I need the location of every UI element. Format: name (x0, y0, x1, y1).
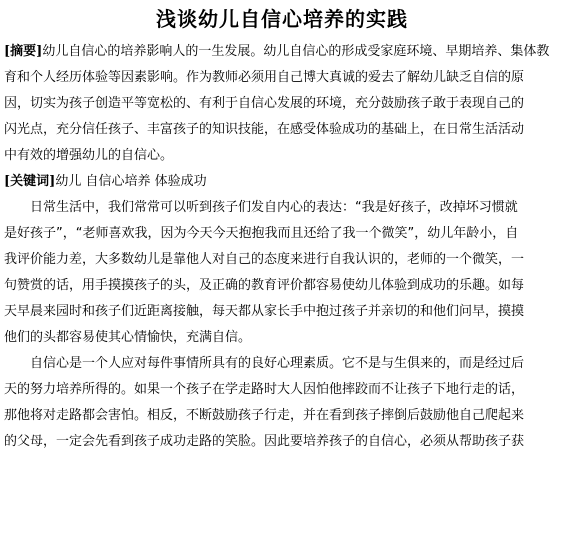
paragraph1-line-4: 句赞赏的话，用手摸摸孩子的头，及正确的教育评价都容易使幼儿体验到成功的乐趣。如每 (4, 278, 525, 293)
abstract-line-3: 因，切实为孩子创造平等宽松的、有利于自信心发展的环境，充分鼓励孩子敢于表现自己的 (4, 96, 525, 111)
keywords-label: [关键词] (4, 174, 56, 189)
paragraph1-line-1: 日常生活中，我们常常可以听到孩子们发自内心的表达：“我是好孩子，改掉坏习惯就 (30, 200, 518, 215)
abstract-line-5: 中有效的增强幼儿的自信心。 (4, 148, 174, 163)
paragraph2-line-1: 自信心是一个人应对每件事情所具有的良好心理素质。它不是与生俱来的，而是经过后 (30, 356, 525, 371)
paragraph1-line-5: 天早晨来园时和孩子们近距离接触，每天都从家长手中抱过孩子并亲切的和他们问早，摸摸 (4, 304, 525, 319)
keywords-text: 幼儿 自信心培养 体验成功 (55, 174, 207, 189)
paragraph1-line-6: 他们的头都容易使其心情愉快，充满自信。 (4, 330, 252, 345)
paragraph2-line-3: 那他将对走路都会害怕。相反，不断鼓励孩子行走，并在看到孩子摔倒后鼓励他自己爬起来 (4, 408, 525, 423)
abstract-line-1 (4, 44, 549, 60)
paragraph1-line-3: 我评价能力差，大多数幼儿是靠他人对自己的态度来进行自我认识的，老师的一个微笑，一 (4, 252, 525, 267)
abstract-line-4: 闪光点，充分信任孩子、丰富孩子的知识技能，在感受体验成功的基础上，在日常生活活动 (4, 122, 525, 137)
keywords-line (4, 174, 207, 190)
paragraph2-line-4: 的父母，一定会先看到孩子成功走路的笑脸。因此要培养孩子的自信心，必须从帮助孩子获 (4, 434, 525, 449)
abstract-label: [摘要] (4, 44, 43, 59)
abstract-text-1: 幼儿自信心的培养影响人的一生发展。幼儿自信心的形成受家庭环境、早期培养、集体教 (42, 44, 550, 59)
document-title: 浅谈幼儿自信心培养的实践 (156, 7, 408, 31)
abstract-line-2: 育和个人经历体验等因素影响。作为教师必须用自己博大真诚的爱去了解幼儿缺乏自信的原 (4, 70, 525, 85)
paragraph1-line-2: 是好孩子”，“老师喜欢我，因为今天今天抱抱我而且还给了我一个微笑”，幼儿年龄小，自 (4, 226, 519, 241)
paragraph2-line-2: 天的努力培养所得的。如果一个孩子在学走路时大人因怕他摔跤而不让孩子下地行走的话， (4, 382, 525, 397)
